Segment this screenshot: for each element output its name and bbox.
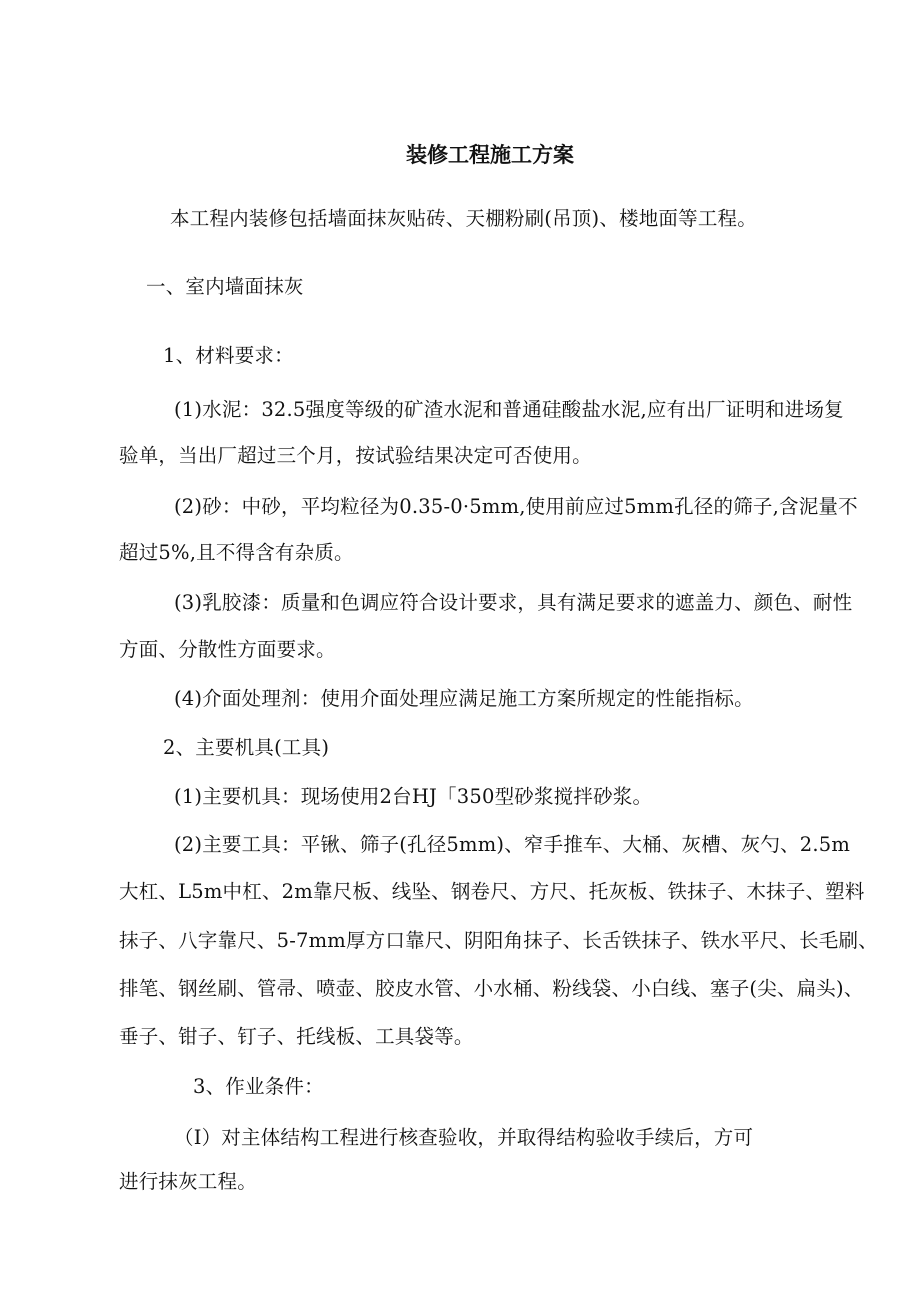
- paragraph-line: 大杠、L5m中杠、2m靠尺板、线坠、钢卷尺、方尺、托灰板、铁抹子、木抹子、塑料: [119, 880, 865, 903]
- paragraph-line: (1)水泥：32.5强度等级的矿渣水泥和普通硅酸盐水泥,应有出厂证明和进场复: [174, 398, 844, 421]
- paragraph-line: 垂子、钳子、钉子、托线板、工具袋等。: [119, 1025, 474, 1048]
- intro-paragraph: 本工程内装修包括墙面抹灰贴砖、天棚粉刷(吊顶)、楼地面等工程。: [170, 207, 757, 230]
- paragraph-line: 方面、分散性方面要求。: [119, 638, 336, 661]
- paragraph-line: (2)主要工具：平锹、筛子(孔径5mm)、窄手推车、大桶、灰槽、灰勺、2.5m: [174, 833, 851, 856]
- paragraph-line: 验单，当出厂超过三个月，按试验结果决定可否使用。: [119, 444, 592, 467]
- paragraph-line: (4)介面处理剂：使用介面处理应满足施工方案所规定的性能指标。: [174, 687, 754, 710]
- subsection-heading: 1、材料要求：: [163, 344, 294, 367]
- document-title: 装修工程施工方案: [406, 143, 574, 167]
- section-heading: 一、室内墙面抹灰: [146, 275, 304, 298]
- subsection-heading: 3、作业条件：: [193, 1075, 324, 1098]
- paragraph-line: (1)主要机具：现场使用2台HJ「350型砂浆搅拌砂浆。: [174, 785, 653, 808]
- paragraph-line: (2)砂：中砂，平均粒径为0.35-0·5mm,使用前应过5mm孔径的筛子,含泥量不: [174, 495, 858, 518]
- paragraph-line: (3)乳胶漆：质量和色调应符合设计要求，具有满足要求的遮盖力、颜色、耐性: [174, 591, 853, 614]
- subsection-heading: 2、主要机具(工具): [163, 736, 330, 759]
- paragraph-line: 抹子、八字靠尺、5-7mm厚方口靠尺、阴阳角抹子、长舌铁抹子、铁水平尺、长毛刷、: [119, 929, 878, 952]
- paragraph-line: （I）对主体结构工程进行核查验收，并取得结构验收手续后，方可: [174, 1126, 754, 1149]
- paragraph-line: 超过5%,且不得含有杂质。: [119, 541, 354, 564]
- paragraph-line: 排笔、钢丝刷、管帚、喷壶、胶皮水管、小水桶、粉线袋、小白线、塞子(尖、扁头)、: [119, 977, 864, 1000]
- paragraph-line: 进行抹灰工程。: [119, 1170, 257, 1193]
